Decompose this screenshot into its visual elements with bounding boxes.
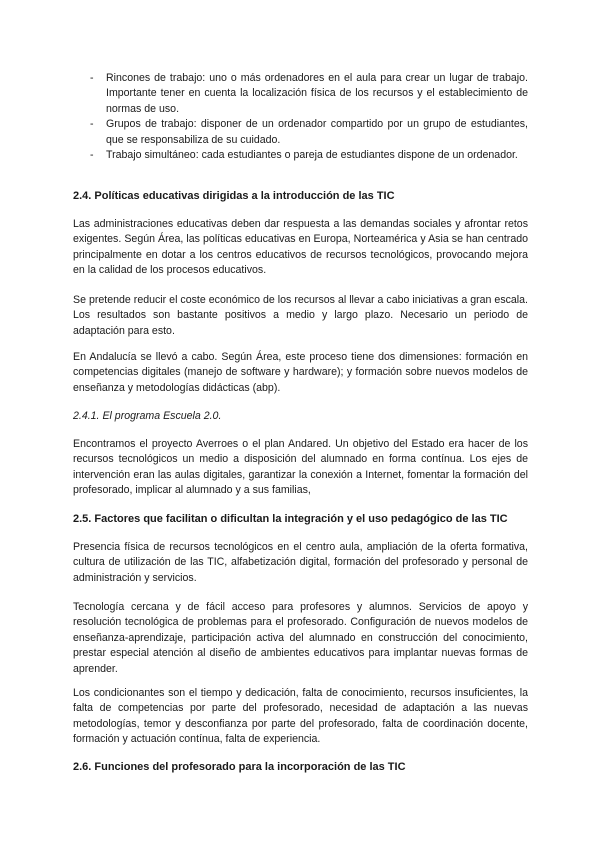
bullet-text: Grupos de trabajo: disponer de un ordenador compartido por un grupo de estudiantes, que se responsabiliza de su cuidado. [106, 118, 528, 146]
list-item [73, 148, 528, 163]
bullet-marker: - [90, 149, 94, 162]
paragraph: Los condicionantes son el tiempo y dedicación, falta de conocimiento, recursos insuficientes, la falta de competencias por parte del profesorado, necesidad de adaptación a las nuevas metodologías, temor y desconfianza por parte del profesorado, falta de coordinación docente, formación y actuación contínua, falta de experiencia. [73, 687, 528, 746]
paragraph: Las administraciones educativas deben dar respuesta a las demandas sociales y afrontar retos exigentes. Según Área, las políticas educativas en Europa, Norteamérica y Asia se han centrado principalmente en dotar a los centros educativos de recursos tecnológicos, provocando mejora en la calidad de los procesos educativos. [73, 218, 528, 277]
list-item [73, 117, 528, 148]
bullet-marker: - [90, 118, 94, 131]
paragraph: En Andalucía se llevó a cabo. Según Área, este proceso tiene dos dimensiones: formación en competencias digitales (manejo de software y hardware); y formación sobre nuevos modelos de enseñanza y metodologías didácticas (abp). [73, 351, 528, 394]
section-heading-2-5: 2.5. Factores que facilitan o dificultan la integración y el uso pedagógico de las TIC [73, 513, 508, 525]
bullet-text: Rincones de trabajo: uno o más ordenadores en el aula para crear un lugar de trabajo. Importante tener en cuenta la localización física de los recursos y el establecimiento de normas de uso. [106, 72, 528, 115]
bullet-marker: - [90, 72, 94, 84]
paragraph: Encontramos el proyecto Averroes o el plan Andared. Un objetivo del Estado era hacer de los recursos tecnológicos un medio a disposición del alumnado en forma contínua. Los ejes de intervención eran las aulas digitales, garantizar la conexión a Internet, fomentar la formación del profesorado, implicar al alumnado y a sus familias, [73, 438, 528, 497]
paragraph: Presencia física de recursos tecnológicos en el centro aula, ampliación de la oferta formativa, cultura de utilización de las TIC, alfabetización digital, formación del profesorado y personal de administración y servicios. [73, 541, 528, 584]
paragraph: Tecnología cercana y de fácil acceso para profesores y alumnos. Servicios de apoyo y resolución tecnológica de problemas para el profesorado. Configuración de nuevos modelos de enseñanza-aprendizaje, participación activa del alumnado en construcción del conocimiento, prestar especial atención al diseño de ambientes educativos para implantar nuevas formas de aprender. [73, 601, 528, 675]
bullet-text: Trabajo simultáneo: cada estudiantes o pareja de estudiantes dispone de un ordenador. [106, 149, 518, 162]
bullet-list [73, 71, 528, 163]
section-heading-2-4: 2.4. Políticas educativas dirigidas a la introducción de las TIC [73, 190, 395, 202]
section-heading-2-6: 2.6. Funciones del profesorado para la incorporación de las TIC [73, 761, 406, 773]
paragraph: Se pretende reducir el coste económico de los recursos al llevar a cabo iniciativas a gran escala. Los resultados son bastante positivos a medio y largo plazo. Necesario un periodo de adaptación para esto. [73, 294, 528, 337]
subsection-heading-2-4-1: 2.4.1. El programa Escuela 2.0. [73, 410, 222, 422]
list-item [73, 71, 528, 117]
